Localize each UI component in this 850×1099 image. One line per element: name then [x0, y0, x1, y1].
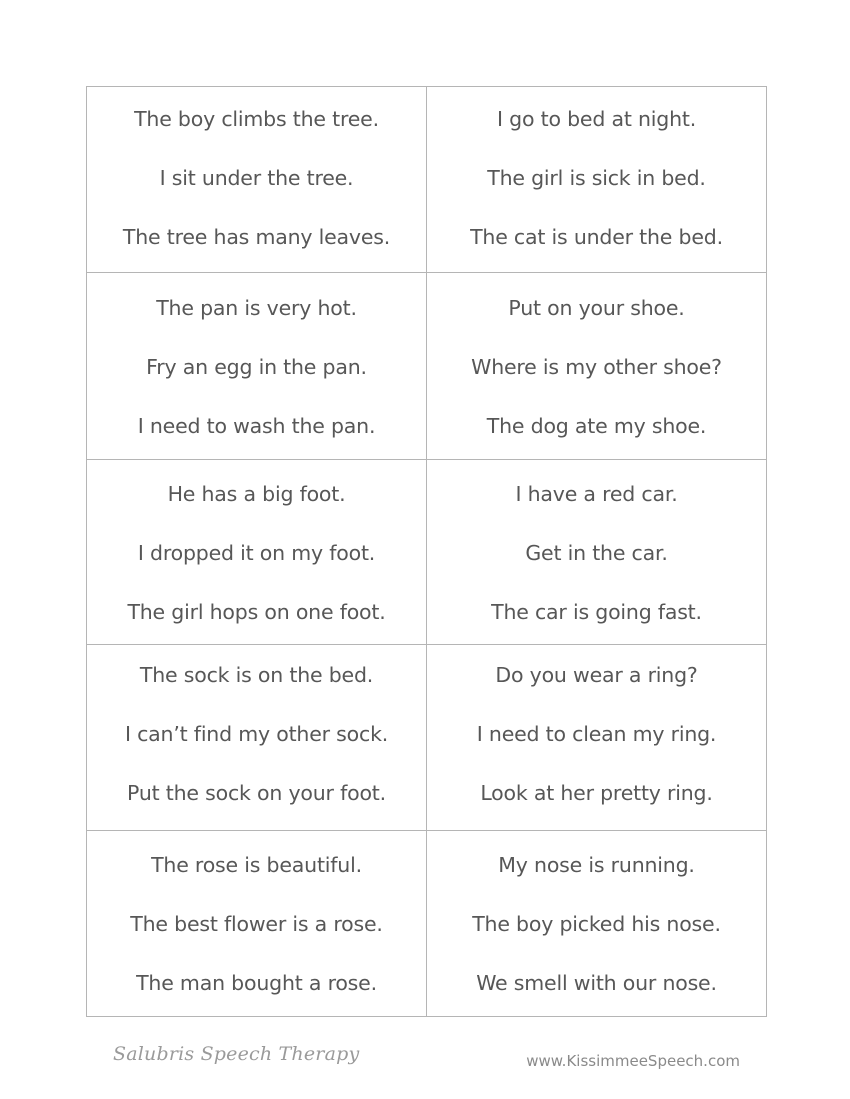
- sentence-card-ring: [427, 645, 767, 831]
- sentence: I need to wash the pan.: [137, 414, 376, 438]
- sentence-card-grid: [86, 86, 767, 1017]
- card-row: [87, 645, 767, 831]
- sentence: The boy picked his nose.: [472, 912, 721, 936]
- sentence: The man bought a rose.: [136, 971, 377, 995]
- sentence: He has a big foot.: [167, 482, 346, 506]
- sentence: The best flower is a rose.: [130, 912, 383, 936]
- sentence-card-tree: [87, 87, 427, 273]
- sentence: Look at her pretty ring.: [480, 781, 713, 805]
- card-row: [87, 831, 767, 1017]
- sentence: I need to clean my ring.: [476, 722, 717, 746]
- sentence-card-bed: [427, 87, 767, 273]
- sentence-card-foot: [87, 460, 427, 645]
- sentence: My nose is running.: [498, 853, 695, 877]
- card-row: [87, 87, 767, 273]
- sentence: The pan is very hot.: [156, 296, 357, 320]
- card-row: [87, 273, 767, 460]
- sentence-card-sock: [87, 645, 427, 831]
- sentence: Put on your shoe.: [508, 296, 685, 320]
- sentence: Put the sock on your foot.: [127, 781, 386, 805]
- sentence: I sit under the tree.: [159, 166, 354, 190]
- sentence: We smell with our nose.: [476, 971, 717, 995]
- sentence: The girl is sick in bed.: [487, 166, 706, 190]
- sentence: Do you wear a ring?: [495, 663, 698, 687]
- sentence: I can’t find my other sock.: [124, 722, 389, 746]
- sentence: I have a red car.: [515, 482, 678, 506]
- sentence: The tree has many leaves.: [122, 225, 391, 249]
- sentence: Get in the car.: [525, 541, 668, 565]
- sentence-card-pan: [87, 273, 427, 460]
- sentence: The cat is under the bed.: [470, 225, 723, 249]
- sentence: The dog ate my shoe.: [486, 414, 707, 438]
- footer-website-url: www.KissimmeeSpeech.com: [526, 1052, 740, 1070]
- sentence-card-car: [427, 460, 767, 645]
- sentence: I go to bed at night.: [496, 107, 697, 131]
- sentence-card-rose: [87, 831, 427, 1017]
- sentence: I dropped it on my foot.: [137, 541, 376, 565]
- sentence: Where is my other shoe?: [471, 355, 722, 379]
- sentence: The girl hops on one foot.: [127, 600, 386, 624]
- sentence: The sock is on the bed.: [139, 663, 374, 687]
- sentence-card-shoe: [427, 273, 767, 460]
- sentence: The boy climbs the tree.: [134, 107, 379, 131]
- sentence: Fry an egg in the pan.: [146, 355, 367, 379]
- sentence: The car is going fast.: [491, 600, 702, 624]
- sentence: The rose is beautiful.: [151, 853, 362, 877]
- footer-brand-signature: Salubris Speech Therapy: [113, 1043, 360, 1065]
- card-row: [87, 460, 767, 645]
- sentence-card-nose: [427, 831, 767, 1017]
